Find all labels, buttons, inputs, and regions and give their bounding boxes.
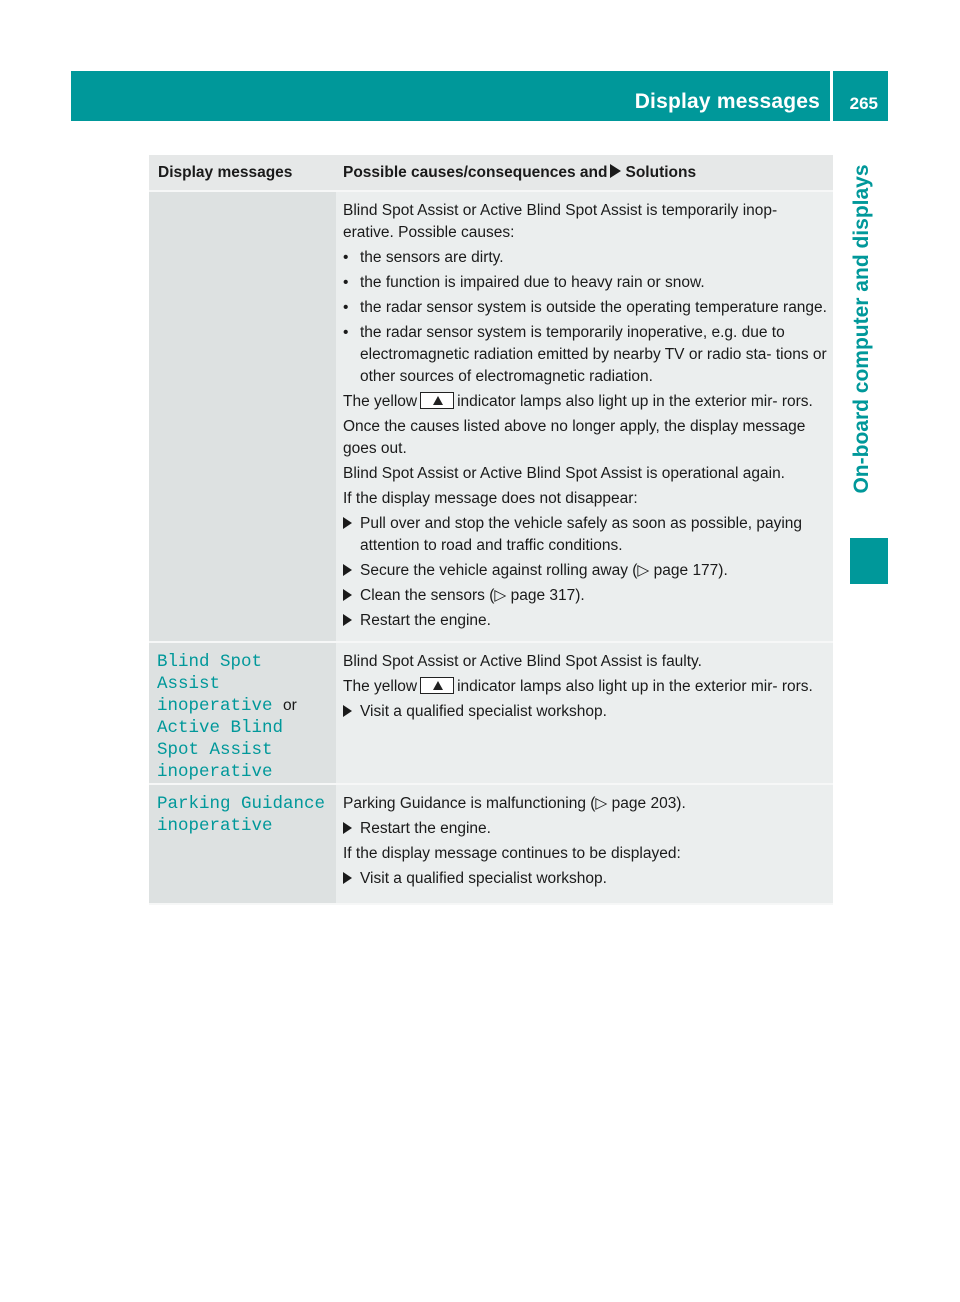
- action-item: [343, 818, 827, 840]
- column-header-causes-text: Possible causes/consequences and: [343, 164, 608, 181]
- action-arrow-icon: [343, 614, 352, 626]
- action-text: Restart the engine.: [360, 820, 491, 837]
- paragraph: Parking Guidance is malfunctioning (▷ page 203).: [343, 795, 686, 812]
- solutions-arrow-icon: [610, 164, 621, 178]
- table-row: [149, 785, 833, 905]
- solution-cell: [336, 192, 833, 641]
- table-row: [149, 643, 833, 785]
- solution-cell: [336, 643, 833, 783]
- display-message: [157, 651, 330, 717]
- table-header: [149, 155, 833, 192]
- paragraph: Once the causes listed above no longer apply, the display message goes out.: [343, 418, 806, 457]
- paragraph: Blind Spot Assist or Active Blind Spot Assist is temporarily inop- erative. Possible causes:: [343, 202, 778, 241]
- paragraph: If the display message continues to be displayed:: [343, 845, 681, 862]
- bullet-icon: •: [343, 299, 349, 316]
- action-item: [343, 513, 827, 557]
- message-cell: [149, 192, 336, 641]
- action-text: Secure the vehicle against rolling away (▷ page 177).: [360, 562, 728, 579]
- bullet-icon: •: [343, 324, 349, 341]
- action-item: [343, 868, 827, 890]
- page-header: [71, 71, 888, 121]
- paragraph: [343, 676, 827, 698]
- bullet-text: the sensors are dirty.: [360, 249, 504, 266]
- column-header-solutions-text: Solutions: [625, 164, 697, 181]
- chapter-label: On-board computer and displays: [850, 164, 873, 494]
- action-arrow-icon: [343, 564, 352, 576]
- column-header-display-messages: Display messages: [158, 164, 293, 181]
- action-arrow-icon: [343, 822, 352, 834]
- header-separator: [830, 71, 833, 121]
- display-message: Active Blind Spot Assist inoperative: [157, 718, 284, 782]
- text: The yellow: [343, 393, 418, 410]
- paragraph: Blind Spot Assist or Active Blind Spot Assist is faulty.: [343, 653, 702, 670]
- warning-triangle-lamp-icon: [420, 392, 454, 409]
- action-arrow-icon: [343, 589, 352, 601]
- chapter-tab: [836, 121, 888, 538]
- action-item: [343, 610, 827, 632]
- bullet-item: [343, 272, 827, 294]
- message-cell: [149, 643, 336, 783]
- section-title: Display messages: [634, 90, 820, 113]
- action-text: Restart the engine.: [360, 612, 491, 629]
- text: The yellow: [343, 678, 418, 695]
- action-text: Pull over and stop the vehicle safely as soon as possible, paying attention to road and traffic conditions.: [360, 515, 803, 554]
- bullet-text: the radar sensor system is temporarily inoperative, e.g. due to electromagnetic radiation emitted by nearby TV or radio sta- tions or other sources of electromagnetic radiation.: [360, 324, 827, 385]
- display-message: Parking Guidance inoperative: [157, 794, 326, 836]
- paragraph: [343, 391, 827, 413]
- warning-triangle-lamp-icon: [420, 677, 454, 694]
- bullet-icon: •: [343, 249, 349, 266]
- display-messages-table: [149, 155, 833, 905]
- action-item: [343, 560, 827, 582]
- action-arrow-icon: [343, 517, 352, 529]
- bullet-item: [343, 297, 827, 319]
- solution-cell: [336, 785, 833, 903]
- column-header-causes: [336, 155, 833, 190]
- paragraph: If the display message does not disappear:: [343, 490, 638, 507]
- bullet-text: the radar sensor system is outside the operating temperature range.: [360, 299, 827, 316]
- page-number: 265: [849, 94, 878, 113]
- paragraph: Blind Spot Assist or Active Blind Spot Assist is operational again.: [343, 465, 785, 482]
- action-item: [343, 585, 827, 607]
- bullet-text: the function is impaired due to heavy rain or snow.: [360, 274, 705, 291]
- table-row: [149, 192, 833, 643]
- action-text: Visit a qualified specialist workshop.: [360, 703, 607, 720]
- text: indicator lamps also light up in the exterior mir- rors.: [457, 678, 813, 695]
- chapter-marker: [850, 538, 888, 584]
- bullet-item: [343, 322, 827, 388]
- bullet-icon: •: [343, 274, 349, 291]
- action-text: Visit a qualified specialist workshop.: [360, 870, 607, 887]
- display-message-text: Blind Spot Assist inoperative: [157, 652, 273, 716]
- action-arrow-icon: [343, 705, 352, 717]
- action-item: [343, 701, 827, 723]
- message-cell: [149, 785, 336, 903]
- action-text: Clean the sensors (▷ page 317).: [360, 587, 585, 604]
- bullet-item: [343, 247, 827, 269]
- text: indicator lamps also light up in the exterior mir- rors.: [457, 393, 813, 410]
- action-arrow-icon: [343, 872, 352, 884]
- or-text: or: [283, 697, 297, 714]
